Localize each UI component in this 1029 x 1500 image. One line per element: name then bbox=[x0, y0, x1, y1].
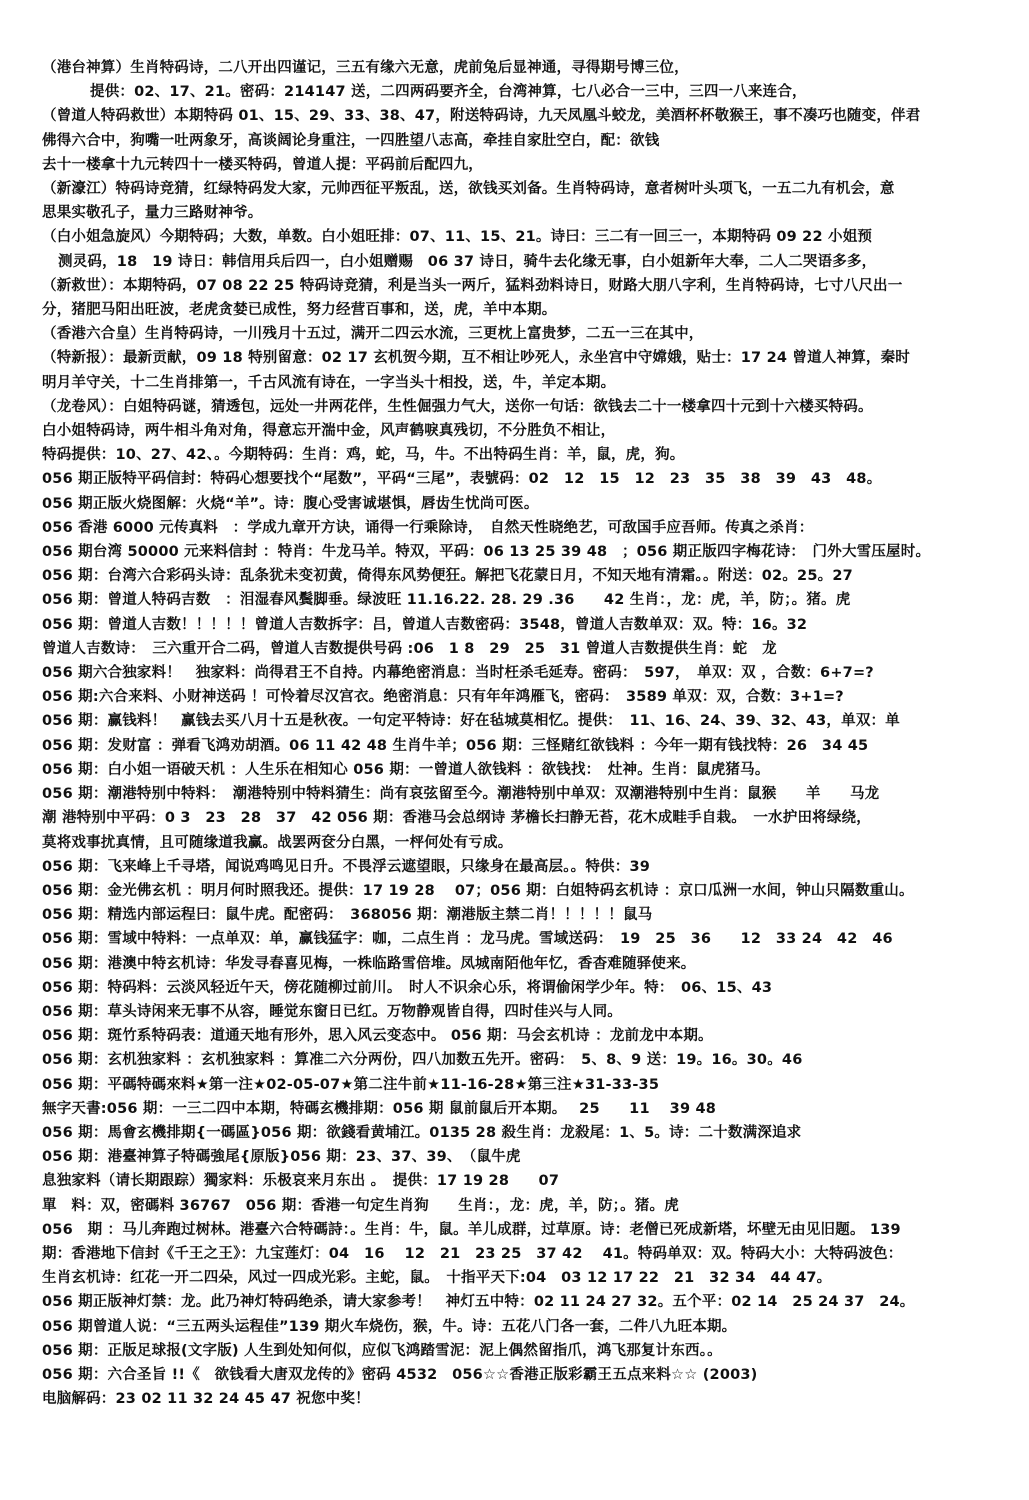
text-line: 提供：02、17、21。密码：214147 送，二四两码要齐全，台湾神算，七八必合一三中，三四一八来连合， bbox=[90, 84, 807, 101]
text-line: （港台神算）生肖特码诗，二八开出四谨记，三五有缘六无意，虎前兔后显神通，寻得期号博三位， bbox=[42, 60, 689, 76]
text-line: 056 期:六合来料、小财神送码 ！可怜着尽汉宫衣。绝密消息：只有年年鸿雁飞，密码： 3589 单双：双，合数：3+1=? bbox=[42, 689, 844, 706]
text-line: 056 期：特码料：云淡风轻近午天，傍花随柳过前川。 时人不识余心乐，将谓偷闲学少年。特： 06、15、43 bbox=[42, 979, 773, 996]
text-line: （香港六合皇）生肖特码诗，一川残月十五过，满开二四云水流，三更枕上富贵梦，二五一三在其中， bbox=[42, 326, 704, 343]
text-line: （龙卷风）：白姐特码谜，猜透包，远处一井两花伴，生性倔强力气大，送你一句话：欲钱去二十一楼拿四十元到十六楼买特码。 bbox=[42, 398, 873, 415]
text-line: 056 期：发财富 ：弹看飞鸿劝胡酒。06 11 42 48 生肖牛羊；056 期：三怪赌红欲钱料 ：今年一期有钱找特：26 34 45 bbox=[42, 737, 869, 754]
text-column bbox=[42, 56, 1002, 1411]
text-line: 056 期：斑竹系特码表：道通天地有形外，思入风云变态中。 056 期：马会玄机诗 ：龙前龙中本期。 bbox=[42, 1028, 713, 1045]
text-line: 056 期：精选内部运程曰：鼠牛虎。配密码： 368056 期：潮港版主禁二肖！！！！！鼠马 bbox=[42, 907, 653, 924]
text-line: 去十一楼拿十九元转四十一楼买特码，曾道人提：平码前后配四九， bbox=[42, 156, 483, 173]
text-line: 莫将戏事扰真情，且可随缘道我赢。战罢两奁分白黑，一枰何处有亏成。 bbox=[42, 834, 513, 851]
text-line: 测灵码，18 19 诗日：韩信用兵后四一，白小姐赠赐 06 37 诗日，骑牛去化缘无事，白小姐新年大奉，二人二哭语多多， bbox=[58, 253, 877, 270]
text-line: 單 料：双，密碼料 36767 056 期：香港一句定生肖狗 生肖：，龙：虎，羊，防；。猪。虎 bbox=[42, 1197, 679, 1214]
text-line: 056 期：金光佛玄机 ：明月何时照我还。提供：17 19 28 07；056 期：白姐特码玄机诗 ：京口瓜洲一水间，钟山只隔数重山。 bbox=[42, 882, 914, 899]
text-line: 056 期：雪域中特料：一点单双：单，赢钱猛字：咖，二点生肖 ：龙马虎。雪域送码： 19 25 36 12 33 24 42 46 bbox=[42, 931, 893, 948]
text-line: 056 期：潮港特别中特料： 潮港特别中特料猜生：尚有哀弦留至今。潮港特别中单双：双潮港特别中生肖：鼠猴 羊 马龙 bbox=[42, 786, 880, 803]
text-line: 白小姐特码诗，两牛相斗角对角，得意忘开湍中金，风声鹤唳真残切，不分胜负不相让， bbox=[42, 423, 616, 440]
text-line: 明月羊守关，十二生肖排第一，千古风流有诗在，一字当头十相投，送，牛，羊定本期。 bbox=[42, 374, 616, 391]
text-line: （特新报）：最新贡献，09 18 特别留意：02 17 玄机贺今期，互不相让吵死人，永坐宫中守嫦娥，贴士：17 24 曾道人神算，秦时 bbox=[42, 350, 911, 367]
text-line: 056 期：平碼特碼來料★第一注★02-05-07★第二注牛前★11-16-28★第三注★31-33-35 bbox=[42, 1076, 660, 1093]
text-line: 056 期：港澳中特玄机诗：华发寻春喜见梅，一株临路雪倍堆。凤城南陌他年忆，香杳难随驿使来。 bbox=[42, 955, 696, 972]
text-line: （新救世）：本期特码，07 08 22 25 特码诗竞猜，利是当头一两斤，猛料劲料诗日，财路大朋八字利，生肖特码诗，七寸八尺出一 bbox=[42, 277, 903, 294]
text-line: 056 期曾道人说：“三五两头运程佳”139 期火车烧伤，猴，牛。诗：五花八门各一套，二件八九旺本期。 bbox=[42, 1318, 737, 1335]
text-line: 056 期：白小姐一语破天机 ：人生乐在相知心 056 期：一曾道人欲钱料 ：欲钱找： 灶神。生肖：鼠虎猪马。 bbox=[42, 761, 770, 778]
text-line: （新濠江）特码诗竞猜，红绿特码发大家，元帅西征平叛乱，送，欲钱买刘备。生肖特码诗，意者树叶头项飞，一五二九有机会，意 bbox=[42, 181, 895, 198]
text-line: 曾道人吉数诗： 三六重开合二码，曾道人吉数提供号码 :06 1 8 29 25 31 曾道人吉数提供生肖：蛇 龙 bbox=[42, 640, 777, 657]
text-line: 056 期：曾道人特码吉数 ：泪湿春风鬓脚垂。绿波旺 11.16.22. 28. 29 .36 42 生肖：，龙：虎，羊，防；。猪。虎 bbox=[42, 592, 851, 609]
text-line: 056 香港 6000 元传真料 ：学成九章开方诀，诵得一行乘除诗， 自然天性晓绝艺，可敌国手应吾师。传真之杀肖： bbox=[42, 519, 814, 536]
text-line: （曾道人特码救世）本期特码 01、15、29、33、38、47，附送特码诗，九天凤凰斗蛟龙，美酒杯杯敬猴王，事不凑巧也随变，伴君 bbox=[42, 108, 921, 125]
text-line: 056 期 ：马儿奔跑过树林。港臺六合特碼詩：。生肖：牛，鼠。羊儿成群，过草原。诗：老僧已死成新塔，坏壁无由见旧题。 139 bbox=[42, 1221, 901, 1238]
text-line: 056 期：馬會玄機排期{一碼區}056 期：欲錢看黄埔江。0135 28 殺生肖：龙殺尾：1、5。诗：二十数满深追求 bbox=[42, 1124, 802, 1141]
text-line: 056 期：赢钱料！ 赢钱去买八月十五是秋夜。一句定平特诗：好在毡城莫相忆。提供： 11、16、24、39、32、43，单双：单 bbox=[42, 713, 900, 730]
text-line: 056 期：台湾六合彩码头诗：乱条犹未变初黄，倚得东风势便狂。解把飞花蒙日月，不知天地有清霜。。附送：02。25。27 bbox=[42, 568, 853, 585]
text-line: 056 期六合独家料！ 独家料：尚得君王不自持。内幕绝密消息：当时枉杀毛延寿。密码： 597， 单双：双 ，合数：6+7=? bbox=[42, 665, 874, 682]
text-line: 佛得六合中，狗嘴一吐两象牙，高谈阔论身重注，一四胜望八志高，牵挂自家肚空白，配：欲钱 bbox=[42, 132, 660, 149]
text-line: 电脑解码：23 02 11 32 24 45 47 祝您中奖！ bbox=[42, 1391, 370, 1408]
text-line: 056 期：曾道人吉数！！！！！曾道人吉数拆字：吕，曾道人吉数密码：3548，曾道人吉数单双：双。特：16。32 bbox=[42, 616, 808, 633]
text-line: 056 期：港臺神算子特碼強尾{原版}056 期：23、37、39、 （鼠牛虎 bbox=[42, 1149, 521, 1166]
text-line: 056 期：六合圣旨 !!《 欲钱看大唐双龙传的》密码 4532 056☆☆香港正版彩霸王五点来料☆☆ (2003) bbox=[42, 1366, 758, 1383]
text-line: 息独家料（请长期跟踪）獨家料：乐极哀来月东出 。 提供：17 19 28 07 bbox=[42, 1173, 560, 1190]
text-line: 056 期正版神灯禁：龙。此乃神灯特码绝杀，请大家参考！ 神灯五中特：02 11 24 27 32。五个平：02 14 25 24 37 24。 bbox=[42, 1294, 915, 1311]
text-line: 無字天書:056 期：一三二四中本期，特碼玄機排期：056 期 鼠前鼠后开本期。 25 11 39 48 bbox=[42, 1100, 717, 1117]
text-line: 特码提供：10、27、42、。今期特码：生肖：鸡，蛇，马，牛。不出特码生肖：羊，鼠，虎，狗。 bbox=[42, 447, 685, 464]
text-line: 分，猪肥马阳出旺波，老虎贪婪已成性，努力经营百事和，送，虎，羊中本期。 bbox=[42, 302, 557, 319]
text-line: 056 期台湾 50000 元来料信封 ：特肖：牛龙马羊。特双，平码：06 13 25 39 48 ；056 期正版四字梅花诗： 门外大雪压屋时。 bbox=[42, 544, 931, 561]
text-line: 056 期正版特平码信封：特码心想要找个“尾数”，平码“三尾”，表號码：02 12 15 12 23 35 38 39 43 48。 bbox=[42, 471, 882, 488]
text-line: 潮 港特别中平码：0 3 23 28 37 42 056 期：香港马会总纲诗 茅檐长扫静无苔，花木成畦手自栽。 一水护田将绿绕， bbox=[42, 810, 871, 827]
text-line: 056 期：草头诗闲来无事不从容，睡觉东窗日已红。万物静观皆自得，四时佳兴与人同。 bbox=[42, 1003, 623, 1020]
text-line: 056 期正版火烧图解：火烧“羊”。诗：腹心受害诚堪惧，唇齿生忧尚可医。 bbox=[42, 495, 539, 512]
text-line: 思果实敬孔子，量力三路财神爷。 bbox=[42, 205, 263, 222]
text-line: 056 期：正版足球报(文字版) 人生到处知何似，应似飞鸿踏雪泥：泥上偶然留指爪，鸿飞那复计东西。。 bbox=[42, 1342, 722, 1359]
text-line: 期：香港地下信封《千王之王》：九宝莲灯：04 16 12 21 23 25 37 42 41。特码单双：双。特码大小：大特码波色： bbox=[42, 1245, 903, 1262]
text-line: 056 期：飞来峰上千寻塔，闻说鸡鸣见日升。不畏浮云遮望眼，只缘身在最高层。。特供：39 bbox=[42, 858, 651, 875]
text-line: （白小姐急旋风）今期特码；大数，单数。白小姐旺排：07、11、15、21。诗曰：三二有一回三一，本期特码 09 22 小姐预 bbox=[42, 229, 873, 246]
text-line: 056 期：玄机独家料 ：玄机独家料 ：算准二六分两份，四八加数五先开。密码： 5、8、9 送：19。16。30。46 bbox=[42, 1052, 803, 1069]
text-line: 生肖玄机诗：红花一开二四朵，风过一四成光彩。主蛇，鼠。 十指平天下:04 03 12 17 22 21 32 34 44 47。 bbox=[42, 1270, 832, 1287]
